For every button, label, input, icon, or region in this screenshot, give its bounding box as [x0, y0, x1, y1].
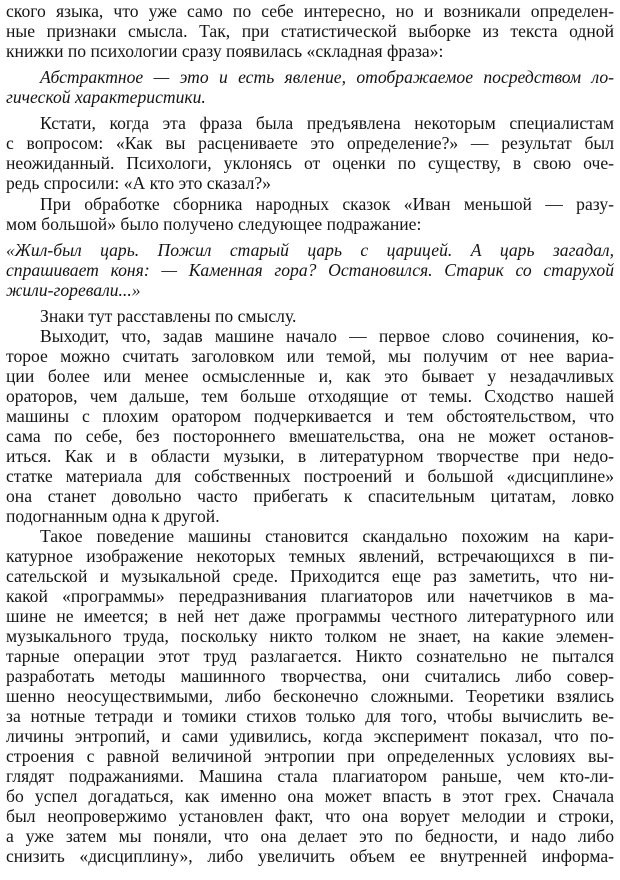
text-line: иться. Как и в области музыки, в литературном творчестве при недо-	[6, 446, 614, 466]
text-line: катурное изображение некоторых темных явлений, встречающихся в пи-	[6, 546, 614, 566]
text-line: она станет довольно часто прибегать к спасительным цитатам, ловко	[6, 486, 614, 506]
quoted-line: Абстрактное — это и есть явление, отображаемое посредством ло-	[40, 67, 614, 87]
text-line: ции более или менее осмысленные и, как это бывает у незадачливых	[6, 366, 614, 386]
text-line: музыкального труда, поскольку никто толком не знает, на какие элемен-	[6, 626, 614, 646]
text-line: Выходит, что, задав машине начало — первое слово сочинения, ко-	[40, 326, 614, 346]
text-line: тарные операции этот труд разлагается. Никто сознательно не пытался	[6, 646, 614, 666]
text-line: глядят подражаниями. Машина стала плагиатором раньше, чем кто-ли-	[6, 766, 614, 786]
text-line: книжки по психологии сразу появилась «складная фраза»:	[6, 41, 444, 61]
text-line: мом большой» было получено следующее подражание:	[6, 214, 422, 234]
text-line: с вопросом: «Как вы расцениваете это определение?» — результат был	[6, 133, 614, 153]
text-line: снизить «дисциплину», либо увеличить объем ее внутренней информа-	[6, 846, 614, 866]
text-line: за нотные тетради и томики стихов только для того, чтобы вычислить ве-	[6, 706, 614, 726]
text-line: личины энтропий, и сами удивились, когда эксперимент показал, что по-	[6, 726, 614, 746]
text-line: При обработке сборника народных сказок «Иван меньшой — разу-	[40, 194, 614, 214]
text-line: сама по себе, без постороннего вмешательства, она не может останов-	[6, 426, 614, 446]
quoted-line: жили-горевали...»	[6, 280, 141, 300]
text-line: разработать методы машинного творчества, они считались либо совер-	[6, 666, 614, 686]
text-line: подогнанным одна к другой.	[6, 506, 220, 526]
text-line: ораторов, чем дальше, тем больше отходящие от темы. Сходство нашей	[6, 386, 614, 406]
text-line: Знаки тут расставлены по смыслу.	[40, 306, 297, 326]
text-line: а уже затем мы поняли, что она делает это по бедности, и надо либо	[6, 826, 614, 846]
text-line: шенно неосуществимыми, либо бесконечно сложными. Теоретики взялись	[6, 686, 614, 706]
text-line: торое можно считать заголовком или темой, мы получим от нее вариа-	[6, 346, 614, 366]
text-line: статке материала для собственных построений и большой «дисциплине»	[6, 466, 614, 486]
text-line: строения с равной величиной энтропии при определенных условиях вы-	[6, 746, 614, 766]
text-line: редь спросили: «А кто это сказал?»	[6, 173, 271, 193]
text-line: был неопровержимо установлен факт, что она ворует мелодии и строки,	[6, 806, 614, 826]
quoted-line: гической характеристики.	[6, 87, 206, 107]
quoted-line: спрашивает коня: — Каменная гора? Остановился. Старик со старухой	[6, 260, 614, 280]
text-line: сательской и музыкальной среде. Приходится еще раз заметить, что ни-	[6, 566, 614, 586]
text-line: машины с плохим оратором подчеркивается и тем обстоятельством, что	[6, 406, 614, 426]
text-line: Такое поведение машины становится скандально похожим на кари-	[40, 526, 614, 546]
text-line: ского языка, что уже само по себе интересно, но и возникали определен-	[6, 1, 614, 21]
text-line: Кстати, когда эта фраза была предъявлена некоторым специалистам	[40, 113, 614, 133]
text-line: неожиданный. Психологи, уклонясь от оценки по существу, в свою оче-	[6, 153, 614, 173]
text-line: шине не имеется; в ней нет даже программы честного литературного или	[6, 606, 614, 626]
text-line: какой «программы» передразнивания плагиаторов или начетчиков в ма-	[6, 586, 614, 606]
text-line: бо успел догадаться, как именно она может впасть в этот грех. Сначала	[6, 786, 614, 806]
text-line: ные признаки смысла. Так, при статистической выборке из текста одной	[6, 21, 614, 41]
quoted-line: «Жил-был царь. Пожил старый царь с царицей. А царь загадал,	[6, 240, 614, 260]
